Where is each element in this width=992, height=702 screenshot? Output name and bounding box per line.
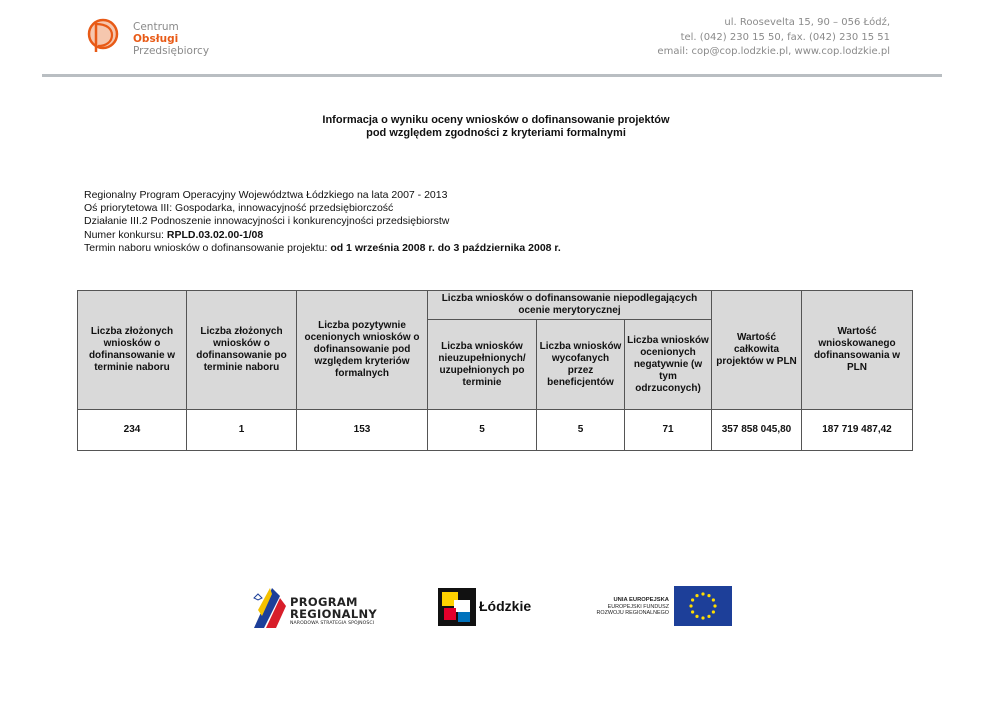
eu-star-icon [691,610,694,613]
eu-star-icon [712,598,715,601]
regionalny-word: REGIONALNY [290,607,378,621]
cell-total-value: 357 858 045,80 [712,410,802,451]
header-not-subject-to-merit: Liczba wniosków o dofinansowanie niepodlegających ocenie merytorycznej [428,291,712,320]
header-total-value: Wartość całkowita projektów w PLN [712,291,802,410]
eu-star-icon [701,616,704,619]
cell-positively-evaluated: 153 [297,410,428,451]
address-line-email[interactable]: email: cop@cop.lodzkie.pl, www.cop.lodzkie.pl [657,46,890,57]
contest-label: Numer konkursu: [84,228,167,241]
lodzkie-logo-icon [438,588,476,626]
program-info [84,189,561,255]
header-divider [42,74,942,77]
eu-star-icon [691,598,694,601]
logo-line-3: Przedsiębiorcy [133,45,210,57]
address-line-phone: tel. (042) 230 15 50, fax. (042) 230 15 51 [680,31,890,43]
eu-star-icon [707,594,710,597]
eu-star-icon [707,615,710,618]
measure-name: Działanie III.2 Podnoszenie innowacyjności i konkurencyjności przedsiębiorstw [84,215,450,228]
eu-star-icon [712,610,715,613]
eu-star-icon [695,615,698,618]
eu-star-icon [701,592,704,595]
contest-number [84,229,561,242]
eu-fund-text [575,597,669,617]
contact-address [657,16,890,60]
header-not-completed: Liczba wniosków nieuzupełnionych/ uzupełnionych po terminie [428,320,537,410]
eu-flag-icon [674,586,732,626]
logo-line-2: Obsługi [133,33,179,45]
program-word: PROGRAM [290,595,358,609]
eu-star-icon [695,594,698,597]
eu-line-1: UNIA EUROPEJSKA [613,597,669,603]
header-submitted-late: Liczba złożonych wniosków o dofinansowanie po terminie naboru [187,291,297,410]
eu-star-icon [713,604,716,607]
deadline-value: od 1 września 2008 r. do 3 października 2008 r. [330,241,561,254]
header-positively-evaluated: Liczba pozytywnie ocenionych wniosków o dofinansowanie pod względem kryteriów formalnych [297,291,428,410]
cop-logo-text [133,21,209,57]
results-table [77,290,913,451]
submission-deadline [84,242,561,255]
eu-line-2: EUROPEJSKI FUNDUSZ [607,603,669,610]
program-name: Regionalny Program Operacyjny Województwa Łódzkiego na lata 2007 - 2013 [84,189,448,201]
cell-requested-funding: 187 719 487,42 [802,410,913,451]
header-requested-funding: Wartość wnioskowanego dofinansowania w PLN [802,291,913,410]
title-line-1: Informacja o wyniku oceny wniosków o dofinansowanie projektów [322,114,670,126]
logo-line-1: Centrum [133,21,179,33]
deadline-label: Termin naboru wniosków o dofinansowanie projektu: [84,241,331,254]
eu-star-icon [689,604,692,607]
cell-not-completed: 5 [428,410,537,451]
priority-axis: Oś priorytetowa III: Gospodarka, innowacyjność przedsiębiorczość [84,202,394,215]
header-rejected: Liczba wniosków ocenionych negatywnie (w tym odrzuconych) [625,320,712,410]
eu-line-3: ROZWOJU REGIONALNEGO [596,610,669,616]
program-regionalny-logo-text [290,596,377,627]
program-regionalny-logo-icon [252,586,286,630]
header-submitted-in-time: Liczba złożonych wniosków o dofinansowanie w terminie naboru [78,291,187,410]
document-title [0,114,992,140]
contest-value: RPLD.03.02.00-1/08 [166,228,264,241]
strategy-subtitle: NARODOWA STRATEGIA SPÓJNOŚCI [290,621,375,626]
header-row-top [78,291,913,320]
cell-withdrawn: 5 [537,410,625,451]
address-line-street: ul. Roosevelta 15, 90 – 056 Łódź, [724,17,890,28]
title-line-2: pod względem zgodności z kryteriami formalnymi [366,127,626,139]
lodzkie-logo-text: Łódzkie [479,598,532,614]
header-withdrawn: Liczba wniosków wycofanych przez beneficjentów [537,320,625,410]
cell-rejected: 71 [625,410,712,451]
cell-submitted-in-time: 234 [78,410,187,451]
table-row [78,410,913,451]
cell-submitted-late: 1 [187,410,297,451]
